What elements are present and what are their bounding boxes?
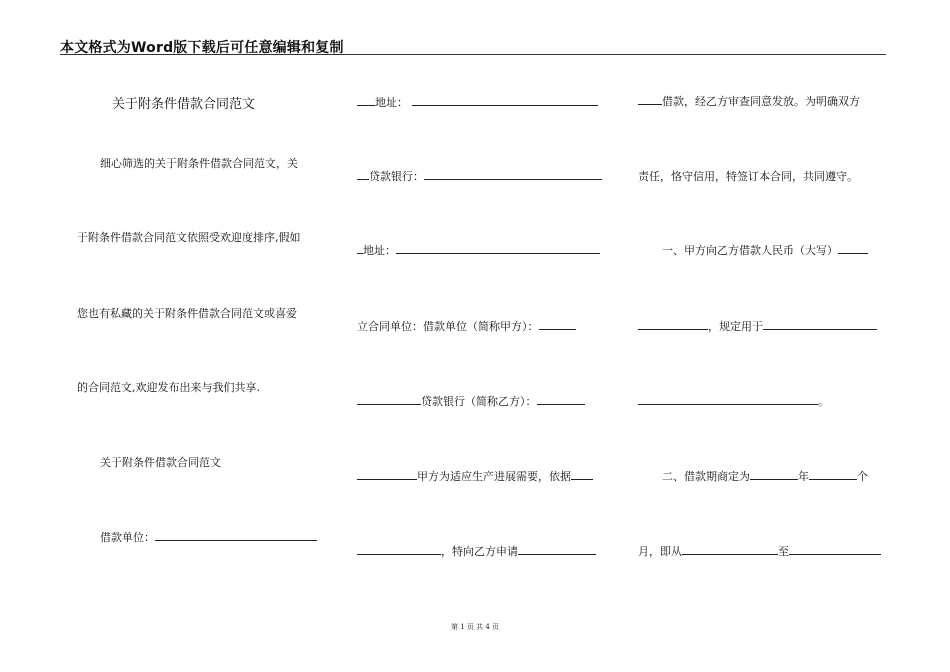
apply-field [357, 543, 596, 559]
party-a-label: 立合同单位：借款单位（简称甲方）： [357, 320, 539, 333]
apply-text: ，特向乙方申请 [441, 545, 518, 558]
fill-in-blank [155, 529, 317, 541]
document-title: 关于附条件借款合同范文 [112, 97, 256, 112]
bank-b-field [357, 393, 585, 409]
bank-field [357, 168, 602, 184]
fill-in-blank [682, 543, 778, 555]
to-text: 至 [778, 545, 789, 558]
fill-in-blank [357, 168, 369, 180]
duty-line: 责任，恪守信用，特签订本合同，共同遵守。 [638, 170, 858, 183]
fill-in-blank [357, 393, 421, 405]
fill-in-blank [424, 168, 602, 180]
fill-in-blank [789, 543, 881, 555]
fill-in-blank [539, 318, 576, 330]
section-subtitle: 关于附条件借款合同范文 [100, 456, 221, 469]
intro-paragraph-line: 于附条件借款合同范文依照受欢迎度排序,假如 [77, 231, 301, 244]
period-end: 。 [818, 395, 829, 408]
header-divider [60, 54, 886, 55]
clause1-text: 一、甲方向乙方借款人民币（大写） [662, 244, 838, 257]
month-line [638, 543, 881, 559]
fill-in-blank [518, 543, 596, 555]
party-a-field [357, 318, 576, 334]
usage-text: ，规定用于 [708, 320, 763, 333]
fill-in-blank [638, 318, 708, 330]
approve-line [638, 93, 860, 109]
year-unit: 年 [798, 470, 809, 483]
fill-in-blank [809, 468, 857, 480]
month-unit: 个 [857, 470, 868, 483]
intro-paragraph-line: 细心筛选的关于附条件借款合同范文，关 [100, 157, 298, 170]
fill-in-blank [357, 543, 441, 555]
fill-in-blank [838, 242, 868, 254]
address2-field [357, 242, 600, 258]
fill-in-blank [571, 468, 593, 480]
page-number-footer: 第 1 页 共 4 页 [450, 623, 500, 631]
address2-label: 地址： [363, 244, 396, 257]
fill-in-blank [537, 393, 585, 405]
fill-in-blank [750, 468, 798, 480]
usage-line [638, 318, 877, 334]
fill-in-blank [412, 94, 598, 106]
address-label: 地址： [375, 96, 408, 109]
fill-in-blank [396, 242, 600, 254]
fill-in-blank [357, 468, 417, 480]
fill-in-blank [638, 393, 818, 405]
borrower-label: 借款单位： [100, 531, 155, 544]
fill-in-blank [638, 93, 662, 105]
month-text: 月，即从 [638, 545, 682, 558]
clause2-line [662, 468, 868, 484]
fill-in-blank [763, 318, 877, 330]
approve-text: 借款，经乙方审查同意发放。为明确双方 [662, 95, 860, 108]
purpose-text: 甲方为适应生产进展需要，依据 [417, 470, 571, 483]
fill-in-blank [357, 94, 375, 106]
intro-paragraph-line: 的合同范文,欢迎发布出来与我们共享. [77, 381, 260, 394]
bank-label: 贷款银行： [369, 170, 424, 183]
clause2-text: 二、借款期商定为 [662, 470, 750, 483]
borrower-field [100, 529, 317, 545]
usage-continuation-line [638, 393, 829, 409]
page-header-title: 本文格式为Word版下载后可任意编辑和复制 [60, 40, 344, 56]
bank-b-label: 贷款银行（简称乙方）： [421, 395, 537, 408]
clause1-line [662, 242, 868, 258]
intro-paragraph-line: 您也有私藏的关于附条件借款合同范文或喜爱 [77, 307, 297, 320]
purpose-field [357, 468, 593, 484]
address-field [357, 94, 598, 110]
